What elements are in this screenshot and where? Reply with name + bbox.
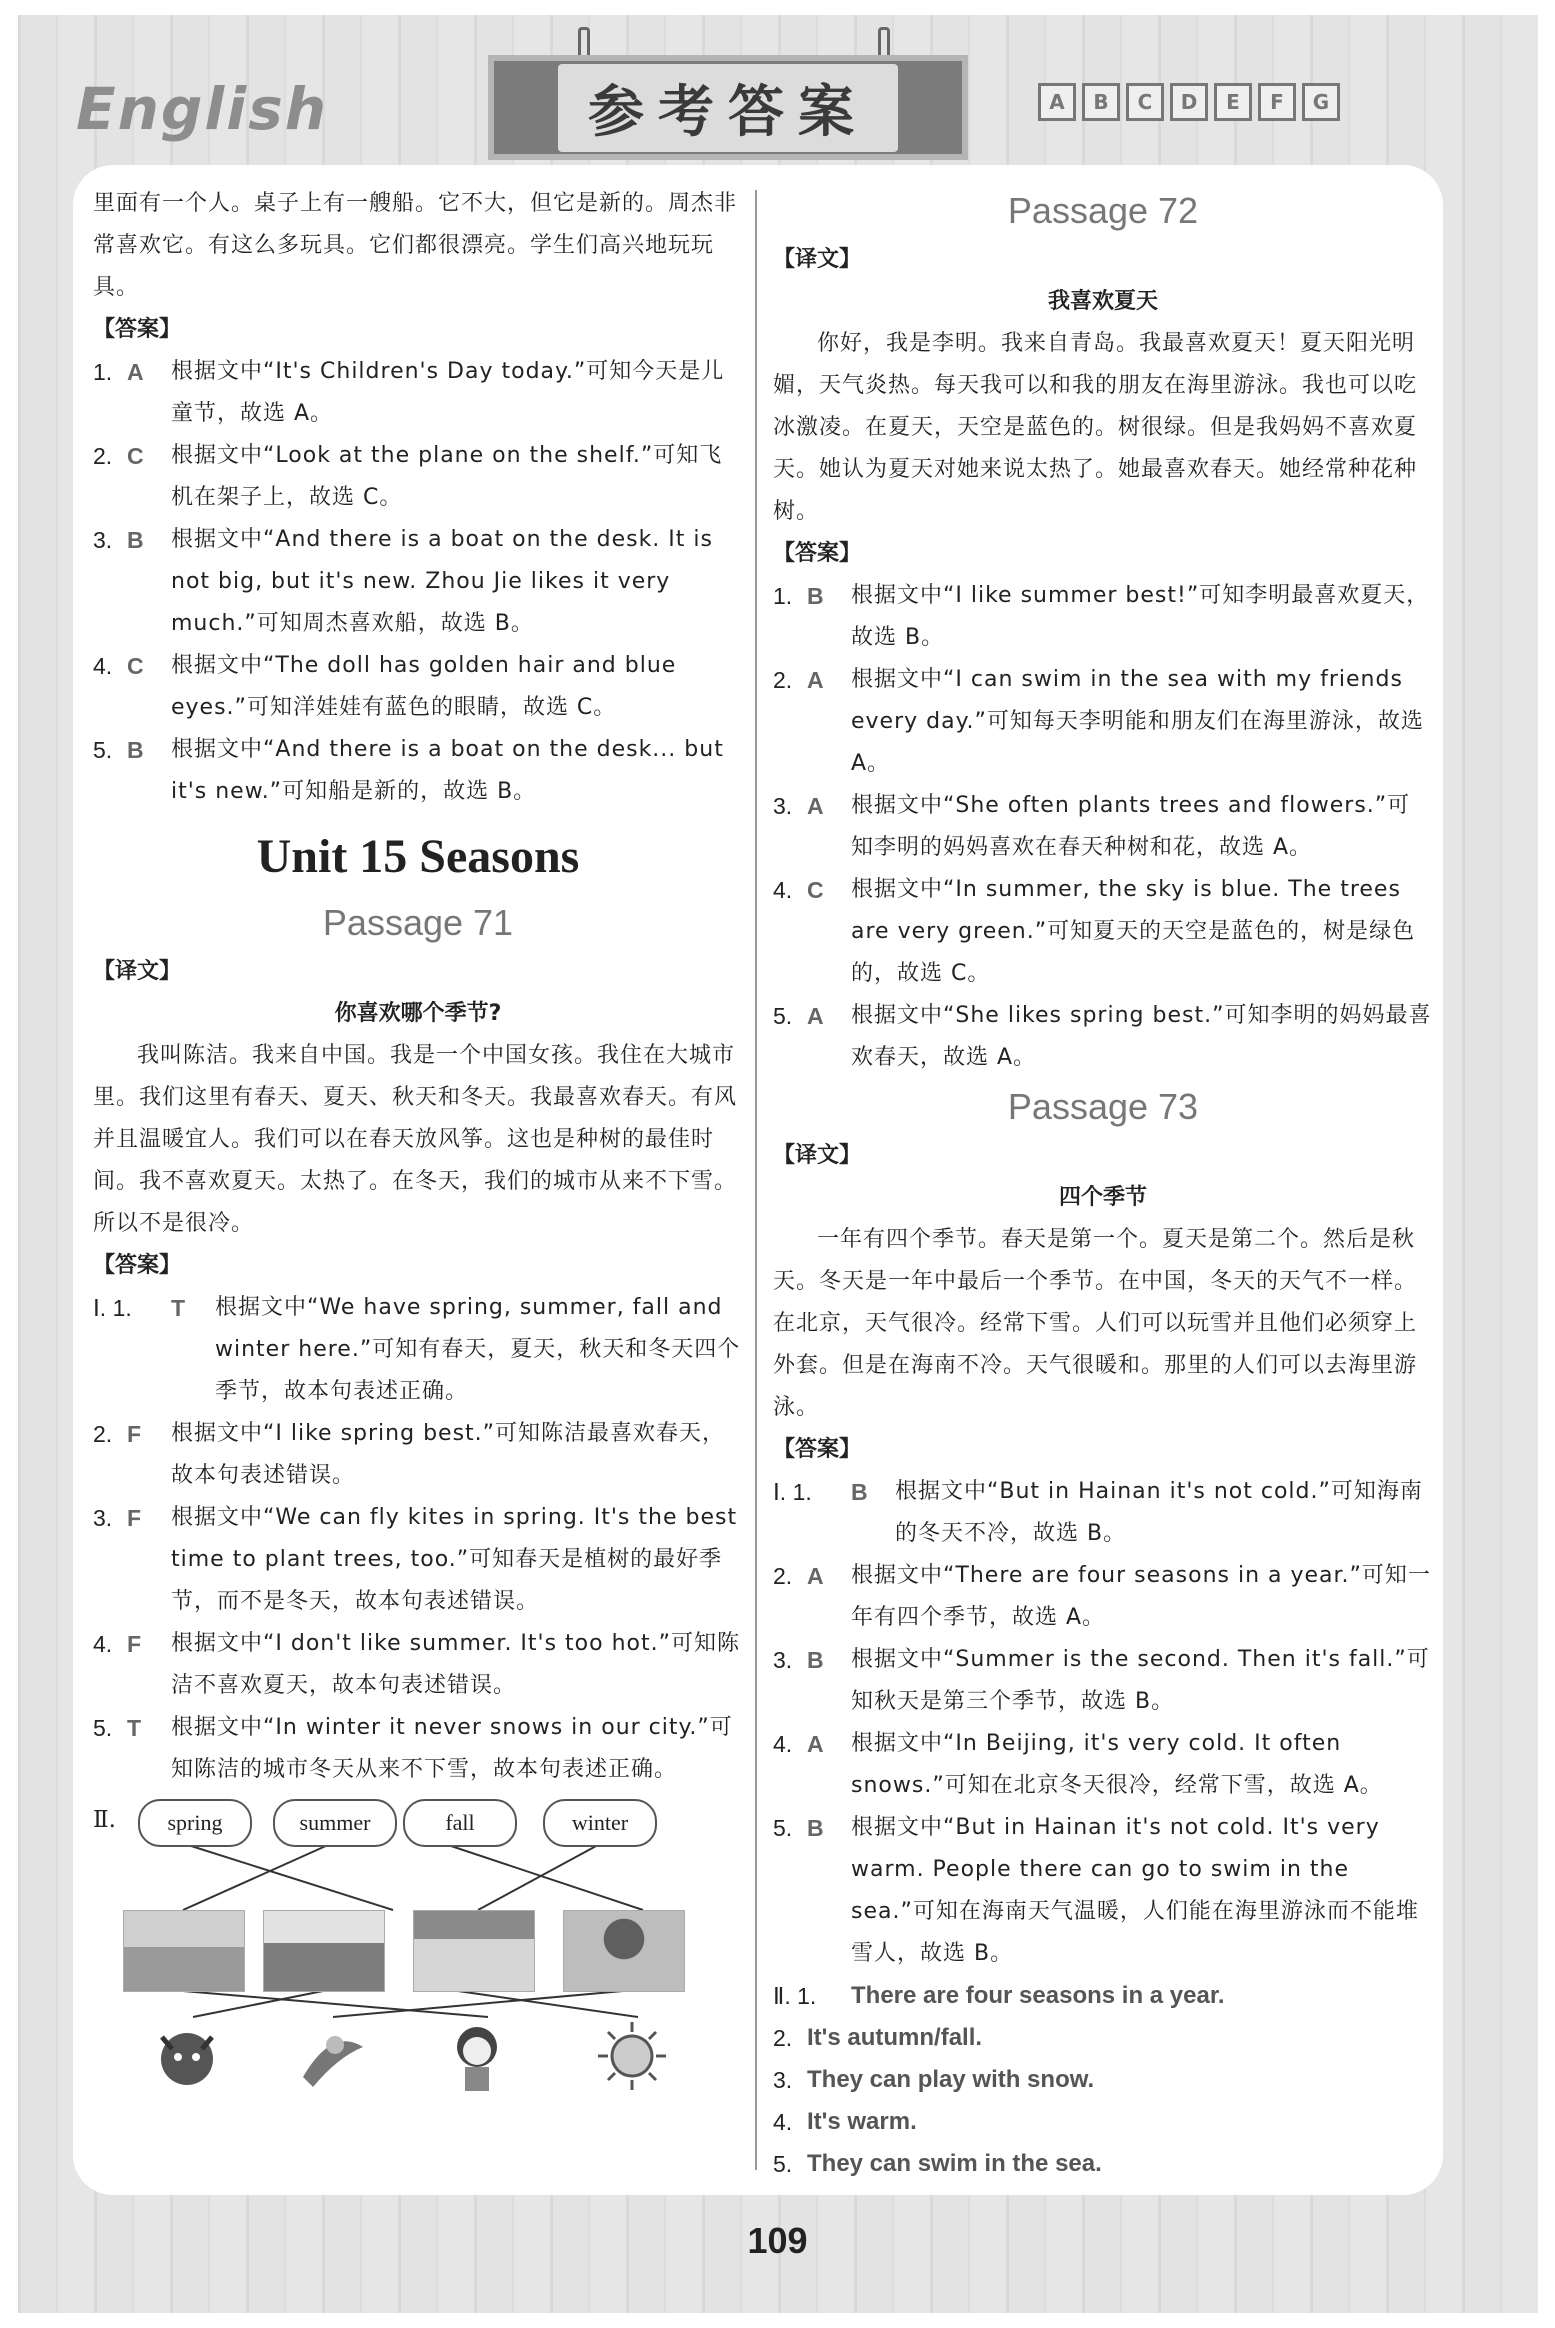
answer-text: 根据文中“I can swim in the sea with my friends every day.”可知每天李明能和朋友们在海里游泳，故选 A。	[851, 667, 1424, 776]
answer-letter: B	[807, 1815, 824, 1841]
answer-text: 根据文中“Look at the plane on the shelf.”可知飞机在架子上，故选 C。	[171, 443, 723, 510]
answer-text: They can play with snow.	[807, 2066, 1095, 2093]
snow-picture	[413, 1910, 535, 1992]
letter-block: B	[1082, 83, 1120, 121]
answer-banner	[488, 55, 968, 160]
answers-label: 【答案】	[773, 1437, 862, 1462]
answer-letter: B	[807, 1647, 824, 1673]
letter-block: D	[1170, 83, 1208, 121]
answer-item	[93, 729, 743, 813]
translation-label: 【译文】	[93, 959, 182, 984]
answer-item	[773, 1807, 1433, 1975]
answer-text: 根据文中“I don't like summer. It's too hot.”可知陈洁不喜欢夏天，故本句表述错误。	[171, 1631, 741, 1698]
answer-number: Ⅰ. 1.	[93, 1295, 132, 1321]
content-sheet	[73, 165, 1443, 2195]
leaf-fairy-icon	[293, 2017, 371, 2095]
answer-number: 2.	[93, 443, 113, 469]
matching-exercise	[93, 1795, 743, 2095]
passage-title: Passage 71	[322, 902, 514, 943]
answer-text: 根据文中“We have spring, summer, fall and winter here.”可知有春天，夏天，秋天和冬天四个季节，故本句表述正确。	[215, 1295, 741, 1404]
answer-text: There are four seasons in a year.	[851, 1982, 1225, 2009]
answer-item	[773, 995, 1433, 1079]
translation-body: 你好，我是李明。我来自青岛。我最喜欢夏天！夏天阳光明媚，天气炎热。每天我可以和我的朋友在海里游泳。我也可以吃冰激凌。在夏天，天空是蓝色的。树很绿。但是我妈妈不喜欢夏天。她认为夏天对她来说太热了。她最喜欢春天。她经常种花种树。	[773, 331, 1418, 524]
right-column	[773, 183, 1433, 2185]
page-number: 109	[747, 2220, 808, 2261]
answer-number: 1.	[93, 359, 113, 385]
answer-letter: C	[127, 653, 144, 679]
answer-number: 4.	[773, 2109, 793, 2135]
answer-item	[773, 575, 1433, 659]
answer-text: 根据文中“In winter it never snows in our city.”可知陈洁的城市冬天从来不下雪，故本句表述正确。	[171, 1715, 733, 1782]
answer-number: 3.	[93, 527, 113, 553]
word-bubble-winter: winter	[543, 1799, 657, 1847]
answer-letter: A	[807, 1003, 824, 1029]
translation-heading: 四个季节	[1058, 1185, 1147, 1210]
word-bubble-fall: fall	[403, 1799, 517, 1847]
answer-letter: B	[127, 527, 144, 553]
answer-number: 4.	[93, 1631, 113, 1657]
answer-text: 根据文中“She often plants trees and flowers.”可知李明的妈妈喜欢在春天种树和花，故选 A。	[851, 793, 1411, 860]
answer-number: 4.	[773, 877, 793, 903]
written-answer	[773, 2017, 1433, 2059]
written-answer	[773, 2059, 1433, 2101]
answer-number: 2.	[773, 667, 793, 693]
answer-letter: C	[127, 443, 144, 469]
match-line	[478, 1845, 598, 1910]
column-divider	[755, 190, 757, 2170]
answer-number: 5.	[773, 1815, 793, 1841]
answer-number: 4.	[93, 653, 113, 679]
answer-item	[93, 1497, 743, 1623]
written-answer	[773, 2101, 1433, 2143]
answer-text: It's autumn/fall.	[807, 2024, 983, 2051]
banner-title: 参考答案	[558, 64, 898, 152]
answer-number: Ⅱ. 1.	[773, 1983, 817, 2009]
answer-number: 5.	[773, 2151, 793, 2177]
translation-label: 【译文】	[773, 247, 862, 272]
answer-letter: F	[127, 1421, 142, 1447]
answer-letter: A	[807, 793, 824, 819]
answer-text: They can swim in the sea.	[807, 2150, 1102, 2177]
answer-letter: T	[127, 1715, 142, 1741]
answer-item	[93, 1287, 743, 1413]
answer-text: 根据文中“Summer is the second. Then it's fall.”可知秋天是第三个季节，故选 B。	[851, 1647, 1430, 1714]
english-logo: English	[76, 75, 329, 143]
written-answer	[773, 2143, 1433, 2185]
translation-heading: 你喜欢哪个季节?	[334, 1001, 502, 1026]
match-line	[183, 1991, 488, 2017]
answer-text: 根据文中“But in Hainan it's not cold. It's very warm. People there can go to swim in the sea.”可知在海南天气温暖，人们能在海里游泳而不能堆雪人，故选 B。	[851, 1815, 1419, 1966]
match-line	[183, 1845, 328, 1910]
left-column	[93, 183, 743, 2095]
answer-number: 3.	[773, 2067, 793, 2093]
answer-text: 根据文中“And there is a boat on the desk... but it's new.”可知船是新的，故选 B。	[171, 737, 724, 804]
answer-text: 根据文中“There are four seasons in a year.”可知一年有四个季节，故选 A。	[851, 1563, 1431, 1630]
letter-block: E	[1214, 83, 1252, 121]
translation-body: 一年有四个季节。春天是第一个。夏天是第二个。然后是秋天。冬天是一年中最后一个季节。在中国，冬天的天气不一样。在北京，天气很冷。经常下雪。人们可以玩雪并且他们必须穿上外套。但是在海南不冷。天气很暖和。那里的人们可以去海里游泳。	[773, 1227, 1418, 1420]
answer-number: 2.	[773, 1563, 793, 1589]
answer-item	[93, 519, 743, 645]
answer-item	[93, 645, 743, 729]
answer-text: It's warm.	[807, 2108, 917, 2135]
answer-text: 根据文中“And there is a boat on the desk. It is not big, but it's new. Zhou Jie likes it very much.”可知周杰喜欢船，故选 B。	[171, 527, 713, 636]
answer-item	[773, 785, 1433, 869]
translation-body: 我叫陈洁。我来自中国。我是一个中国女孩。我住在大城市里。我们这里有春天、夏天、秋天和冬天。我最喜欢春天。有风并且温暖宜人。我们可以在春天放风筝。这也是种树的最佳时间。我不喜欢夏天。太热了。在冬天，我们的城市从来不下雪。所以不是很冷。	[93, 1043, 738, 1236]
passage-title: Passage 73	[1007, 1086, 1199, 1127]
letter-blocks	[1038, 83, 1340, 121]
passage-title: Passage 72	[1007, 190, 1199, 231]
match-line	[448, 1845, 643, 1910]
answer-item	[773, 1555, 1433, 1639]
answer-text: 根据文中“She likes spring best.”可知李明的妈妈最喜欢春天，故选 A。	[851, 1003, 1432, 1070]
answer-letter: B	[127, 737, 144, 763]
answer-text: 根据文中“We can fly kites in spring. It's the best time to plant trees, too.”可知春天是植树的最好季节，而不是冬天，故本句表述错误。	[171, 1505, 738, 1614]
bull-character-icon	[148, 2017, 226, 2095]
answer-item	[93, 1623, 743, 1707]
answer-item	[773, 1639, 1433, 1723]
answer-letter: A	[127, 359, 144, 385]
match-line	[333, 1991, 623, 2017]
answer-letter: B	[851, 1479, 868, 1505]
unit-title: Unit 15 Seasons	[256, 830, 580, 883]
beach-picture	[123, 1910, 245, 1992]
spring-park-picture	[263, 1910, 385, 1992]
answers-label: 【答案】	[773, 541, 862, 566]
answer-item	[93, 351, 743, 435]
translation-heading: 我喜欢夏天	[1047, 289, 1158, 314]
answer-item	[93, 1413, 743, 1497]
answers-label: 【答案】	[93, 1253, 182, 1278]
answer-item	[773, 659, 1433, 785]
answer-number: Ⅰ. 1.	[773, 1479, 812, 1505]
page-background	[18, 15, 1538, 2313]
match-line	[193, 1991, 323, 2017]
word-bubble-summer: summer	[273, 1799, 397, 1847]
answer-letter: B	[807, 583, 824, 609]
translation-label: 【译文】	[773, 1143, 862, 1168]
answer-number: 4.	[773, 1731, 793, 1757]
answer-number: 5.	[93, 737, 113, 763]
answer-number: 1.	[773, 583, 793, 609]
answer-number: 3.	[773, 793, 793, 819]
letter-block: G	[1302, 83, 1340, 121]
answer-number: 2.	[773, 2025, 793, 2051]
letter-block: F	[1258, 83, 1296, 121]
autumn-tree-picture	[563, 1910, 685, 1992]
written-answer	[773, 1975, 1433, 2017]
answer-letter: T	[171, 1295, 186, 1321]
sun-character-icon	[593, 2017, 671, 2095]
answer-text: 根据文中“In Beijing, it's very cold. It often snows.”可知在北京冬天很冷，经常下雪，故选 A。	[851, 1731, 1383, 1798]
answer-text: 根据文中“It's Children's Day today.”可知今天是儿童节，故选 A。	[171, 359, 725, 426]
answers-label: 【答案】	[93, 317, 182, 342]
answer-item	[93, 1707, 743, 1791]
girl-character-icon	[438, 2017, 516, 2095]
answer-letter: C	[807, 877, 824, 903]
intro-translation: 里面有一个人。桌子上有一艘船。它不大，但它是新的。周杰非常喜欢它。有这么多玩具。它们都很漂亮。学生们高兴地玩玩具。	[93, 191, 738, 300]
answer-text: 根据文中“But in Hainan it's not cold.”可知海南的冬天不冷，故选 B。	[895, 1479, 1423, 1546]
letter-block: A	[1038, 83, 1076, 121]
answer-item	[773, 869, 1433, 995]
answer-item	[773, 1471, 1433, 1555]
answer-letter: A	[807, 1731, 824, 1757]
answer-number: 5.	[773, 1003, 793, 1029]
answer-number: 3.	[93, 1505, 113, 1531]
answer-letter: A	[807, 667, 824, 693]
answer-item	[773, 1723, 1433, 1807]
matching-label: Ⅱ.	[93, 1807, 116, 1833]
answer-number: 2.	[93, 1421, 113, 1447]
answer-letter: F	[127, 1505, 142, 1531]
answer-number: 3.	[773, 1647, 793, 1673]
word-bubble-spring: spring	[138, 1799, 252, 1847]
letter-block: C	[1126, 83, 1164, 121]
answer-text: 根据文中“I like summer best!”可知李明最喜欢夏天，故选 B。	[851, 583, 1430, 650]
answer-text: 根据文中“In summer, the sky is blue. The trees are very green.”可知夏天的天空是蓝色的，树是绿色的，故选 C。	[851, 877, 1416, 986]
answer-item	[93, 435, 743, 519]
answer-letter: A	[807, 1563, 824, 1589]
answer-text: 根据文中“The doll has golden hair and blue eyes.”可知洋娃娃有蓝色的眼睛，故选 C。	[171, 653, 677, 720]
answer-number: 5.	[93, 1715, 113, 1741]
answer-text: 根据文中“I like spring best.”可知陈洁最喜欢春天，故本句表述错误。	[171, 1421, 726, 1488]
answer-letter: F	[127, 1631, 142, 1657]
match-line	[188, 1845, 393, 1910]
